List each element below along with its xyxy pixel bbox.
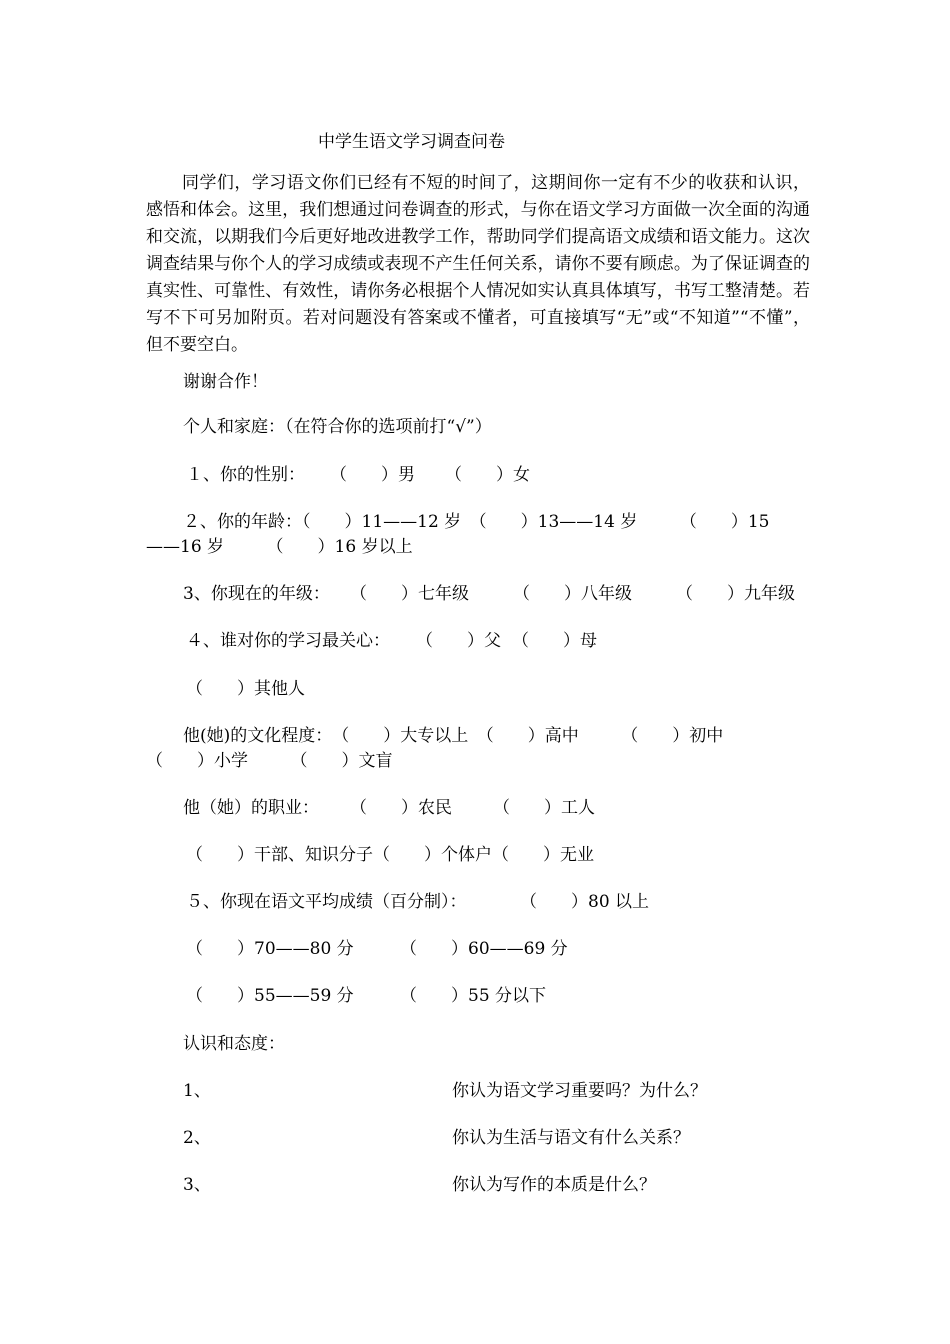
q3-option-grade9[interactable]: （ ）九年级 <box>676 584 795 604</box>
thanks-text: 谢谢合作！ <box>183 372 268 392</box>
open-question-2: 你认为生活与语文有什么关系？ <box>452 1128 690 1148</box>
open-question-1-number: 1、 <box>183 1081 211 1101</box>
q1-option-male[interactable]: （ ）男 <box>330 465 415 485</box>
education-line2[interactable]: （ ）小学 （ ）文盲 <box>146 751 393 771</box>
job-options-line2[interactable]: （ ）干部、知识分子（ ）个体户（ ）无业 <box>186 845 594 865</box>
section-attitude: 认识和态度： <box>183 1034 285 1054</box>
q3-option-grade7[interactable]: （ ）七年级 <box>350 584 469 604</box>
q2-line1[interactable]: ２、你的年龄：（ ）11——12 岁 （ ）13——14 岁 （ ）15 <box>183 512 770 532</box>
intro-paragraph <box>146 170 810 359</box>
q2-age <box>146 510 810 560</box>
q5-option-55-59[interactable]: （ ）55——59 分 <box>186 986 354 1006</box>
open-question-3-number: 3、 <box>183 1175 211 1195</box>
q5-label: ５、你现在语文平均成绩（百分制）： <box>186 892 467 912</box>
education-line1[interactable]: 他(她)的文化程度： （ ）大专以上 （ ）高中 （ ）初中 <box>183 726 724 746</box>
open-question-2-number: 2、 <box>183 1128 211 1148</box>
q1-option-female[interactable]: （ ）女 <box>445 465 530 485</box>
q4-option-mother[interactable]: （ ）母 <box>512 631 597 651</box>
page-title: 中学生语文学习调查问卷 <box>318 132 505 152</box>
job-label: 他（她）的职业： <box>183 798 319 818</box>
q4-option-father[interactable]: （ ）父 <box>416 631 501 651</box>
education-level <box>146 724 810 774</box>
q1-label: １、你的性别： <box>186 465 305 485</box>
q4-option-other[interactable]: （ ）其他人 <box>186 679 305 699</box>
job-option-farmer[interactable]: （ ）农民 <box>350 798 452 818</box>
q5-option-60-69[interactable]: （ ）60——69 分 <box>400 939 568 959</box>
q5-option-below55[interactable]: （ ）55 分以下 <box>400 986 547 1006</box>
q3-label: 3、你现在的年级： <box>183 584 330 604</box>
intro-text: 同学们，学习语文你们已经有不短的时间了，这期间你一定有不少的收获和认识，感悟和体会。这里，我们想通过问卷调查的形式，与你在语文学习方面做一次全面的沟通和交流，以期我们今后更好地改进教学工作，帮助同学们提高语文成绩和语文能力。这次调查结果与你个人的学习成绩或表现不产生任何关系，请你不要有顾虑。为了保证调查的真实性、可靠性、有效性，请你务必根据个人情况如实认真具体填写，书写工整清楚。若写不下可另加附页。若对问题没有答案或不懂者，可直接填写“无”或“不知道”“不懂”，但不要空白。 <box>146 173 810 355</box>
q5-option-70-80[interactable]: （ ）70——80 分 <box>186 939 354 959</box>
job-option-worker[interactable]: （ ）工人 <box>493 798 595 818</box>
section-personal-family: 个人和家庭：（在符合你的选项前打“√”） <box>183 417 492 437</box>
q4-label: ４、谁对你的学习最关心： <box>186 631 390 651</box>
open-question-3: 你认为写作的本质是什么？ <box>452 1175 656 1195</box>
q5-option-80plus[interactable]: （ ）80 以上 <box>520 892 650 912</box>
open-question-1: 你认为语文学习重要吗？为什么？ <box>452 1081 707 1101</box>
q2-line2[interactable]: ——16 岁 （ ）16 岁以上 <box>146 537 413 557</box>
q3-option-grade8[interactable]: （ ）八年级 <box>513 584 632 604</box>
